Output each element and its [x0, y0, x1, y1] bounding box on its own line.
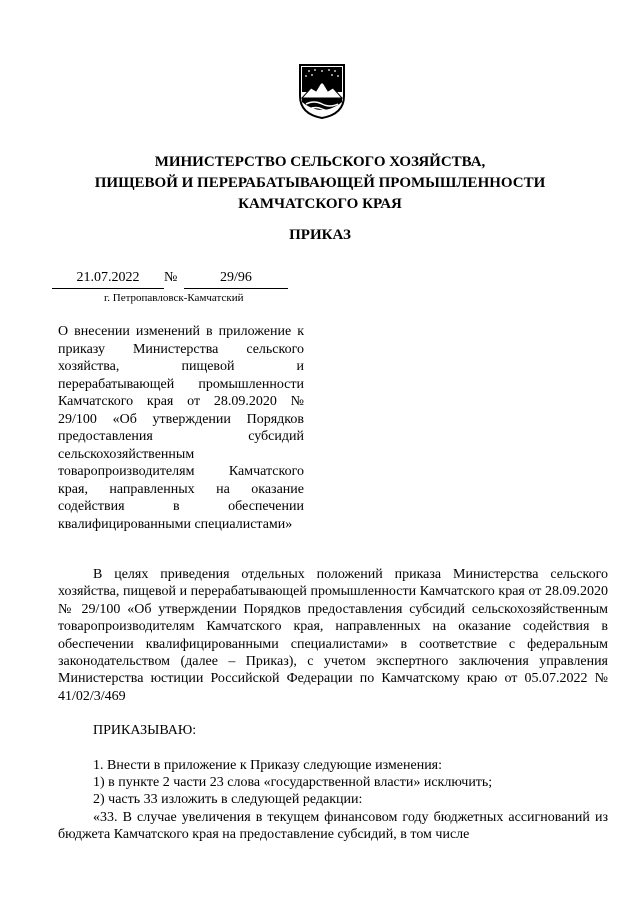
- kamchatka-coat-of-arms-icon: [297, 62, 347, 120]
- order-item-1: 1. Внести в приложение к Приказу следующие изменения:: [93, 758, 443, 773]
- ministry-name-line-2: ПИЩЕВОЙ И ПЕРЕРАБАТЫВАЮЩЕЙ ПРОМЫШЛЕННОСТИ: [94, 175, 546, 191]
- ministry-name-line-3: КАМЧАТСКОГО КРАЯ: [238, 196, 402, 212]
- ministry-name: [0, 152, 640, 215]
- order-item-1-1: 1) в пункте 2 части 23 слова «государственной власти» исключить;: [93, 775, 493, 790]
- order-item-1-2: 2) часть 33 изложить в следующей редакции:: [93, 792, 363, 807]
- preamble-paragraph: В целях приведения отдельных положений приказа Министерства сельского хозяйства, пищевой и перерабатывающей промышленности Камчатского края от 28.09.2020 № 29/100 «Об утверждении Порядков предоставления субсидий сельскохозяйственным товаропроизводителям Камчатского края, направленных на оказание содействия в обеспечении квалифицированными специалистами» в соответствие с федеральным законодательством (далее – Приказ), с учетом экспертного заключения управления Министерства юстиции Российской Федерации по Камчатскому краю от 05.07.2022 № 41/02/3/469: [58, 567, 608, 704]
- order-city: г. Петропавловск-Камчатский: [104, 292, 244, 304]
- ministry-name-line-1: МИНИСТЕРСТВО СЕЛЬСКОГО ХОЗЯЙСТВА,: [154, 154, 486, 170]
- order-item-part-33: «33. В случае увеличения в текущем финансовом году бюджетных ассигнований из бюджета Камчатского края на предоставление субсидий, в том числе: [58, 810, 608, 843]
- document-title: ПРИКАЗ: [289, 227, 351, 243]
- order-number: 29/96: [184, 270, 288, 289]
- order-subject: О внесении изменений в приложение к приказу Министерства сельского хозяйства, пищевой и перерабатывающей промышленности Камчатского края от 28.09.2020 № 29/100 «Об утверждении Порядков предоставления субсидий сельскохозяйственным товаропроизводителям Камчатского края, направленных на оказание содействия в обеспечении квалифицированными специалистами»: [58, 324, 304, 532]
- order-directive-word: ПРИКАЗЫВАЮ:: [93, 723, 197, 738]
- order-date: 21.07.2022: [52, 270, 164, 289]
- number-sign: №: [164, 270, 178, 285]
